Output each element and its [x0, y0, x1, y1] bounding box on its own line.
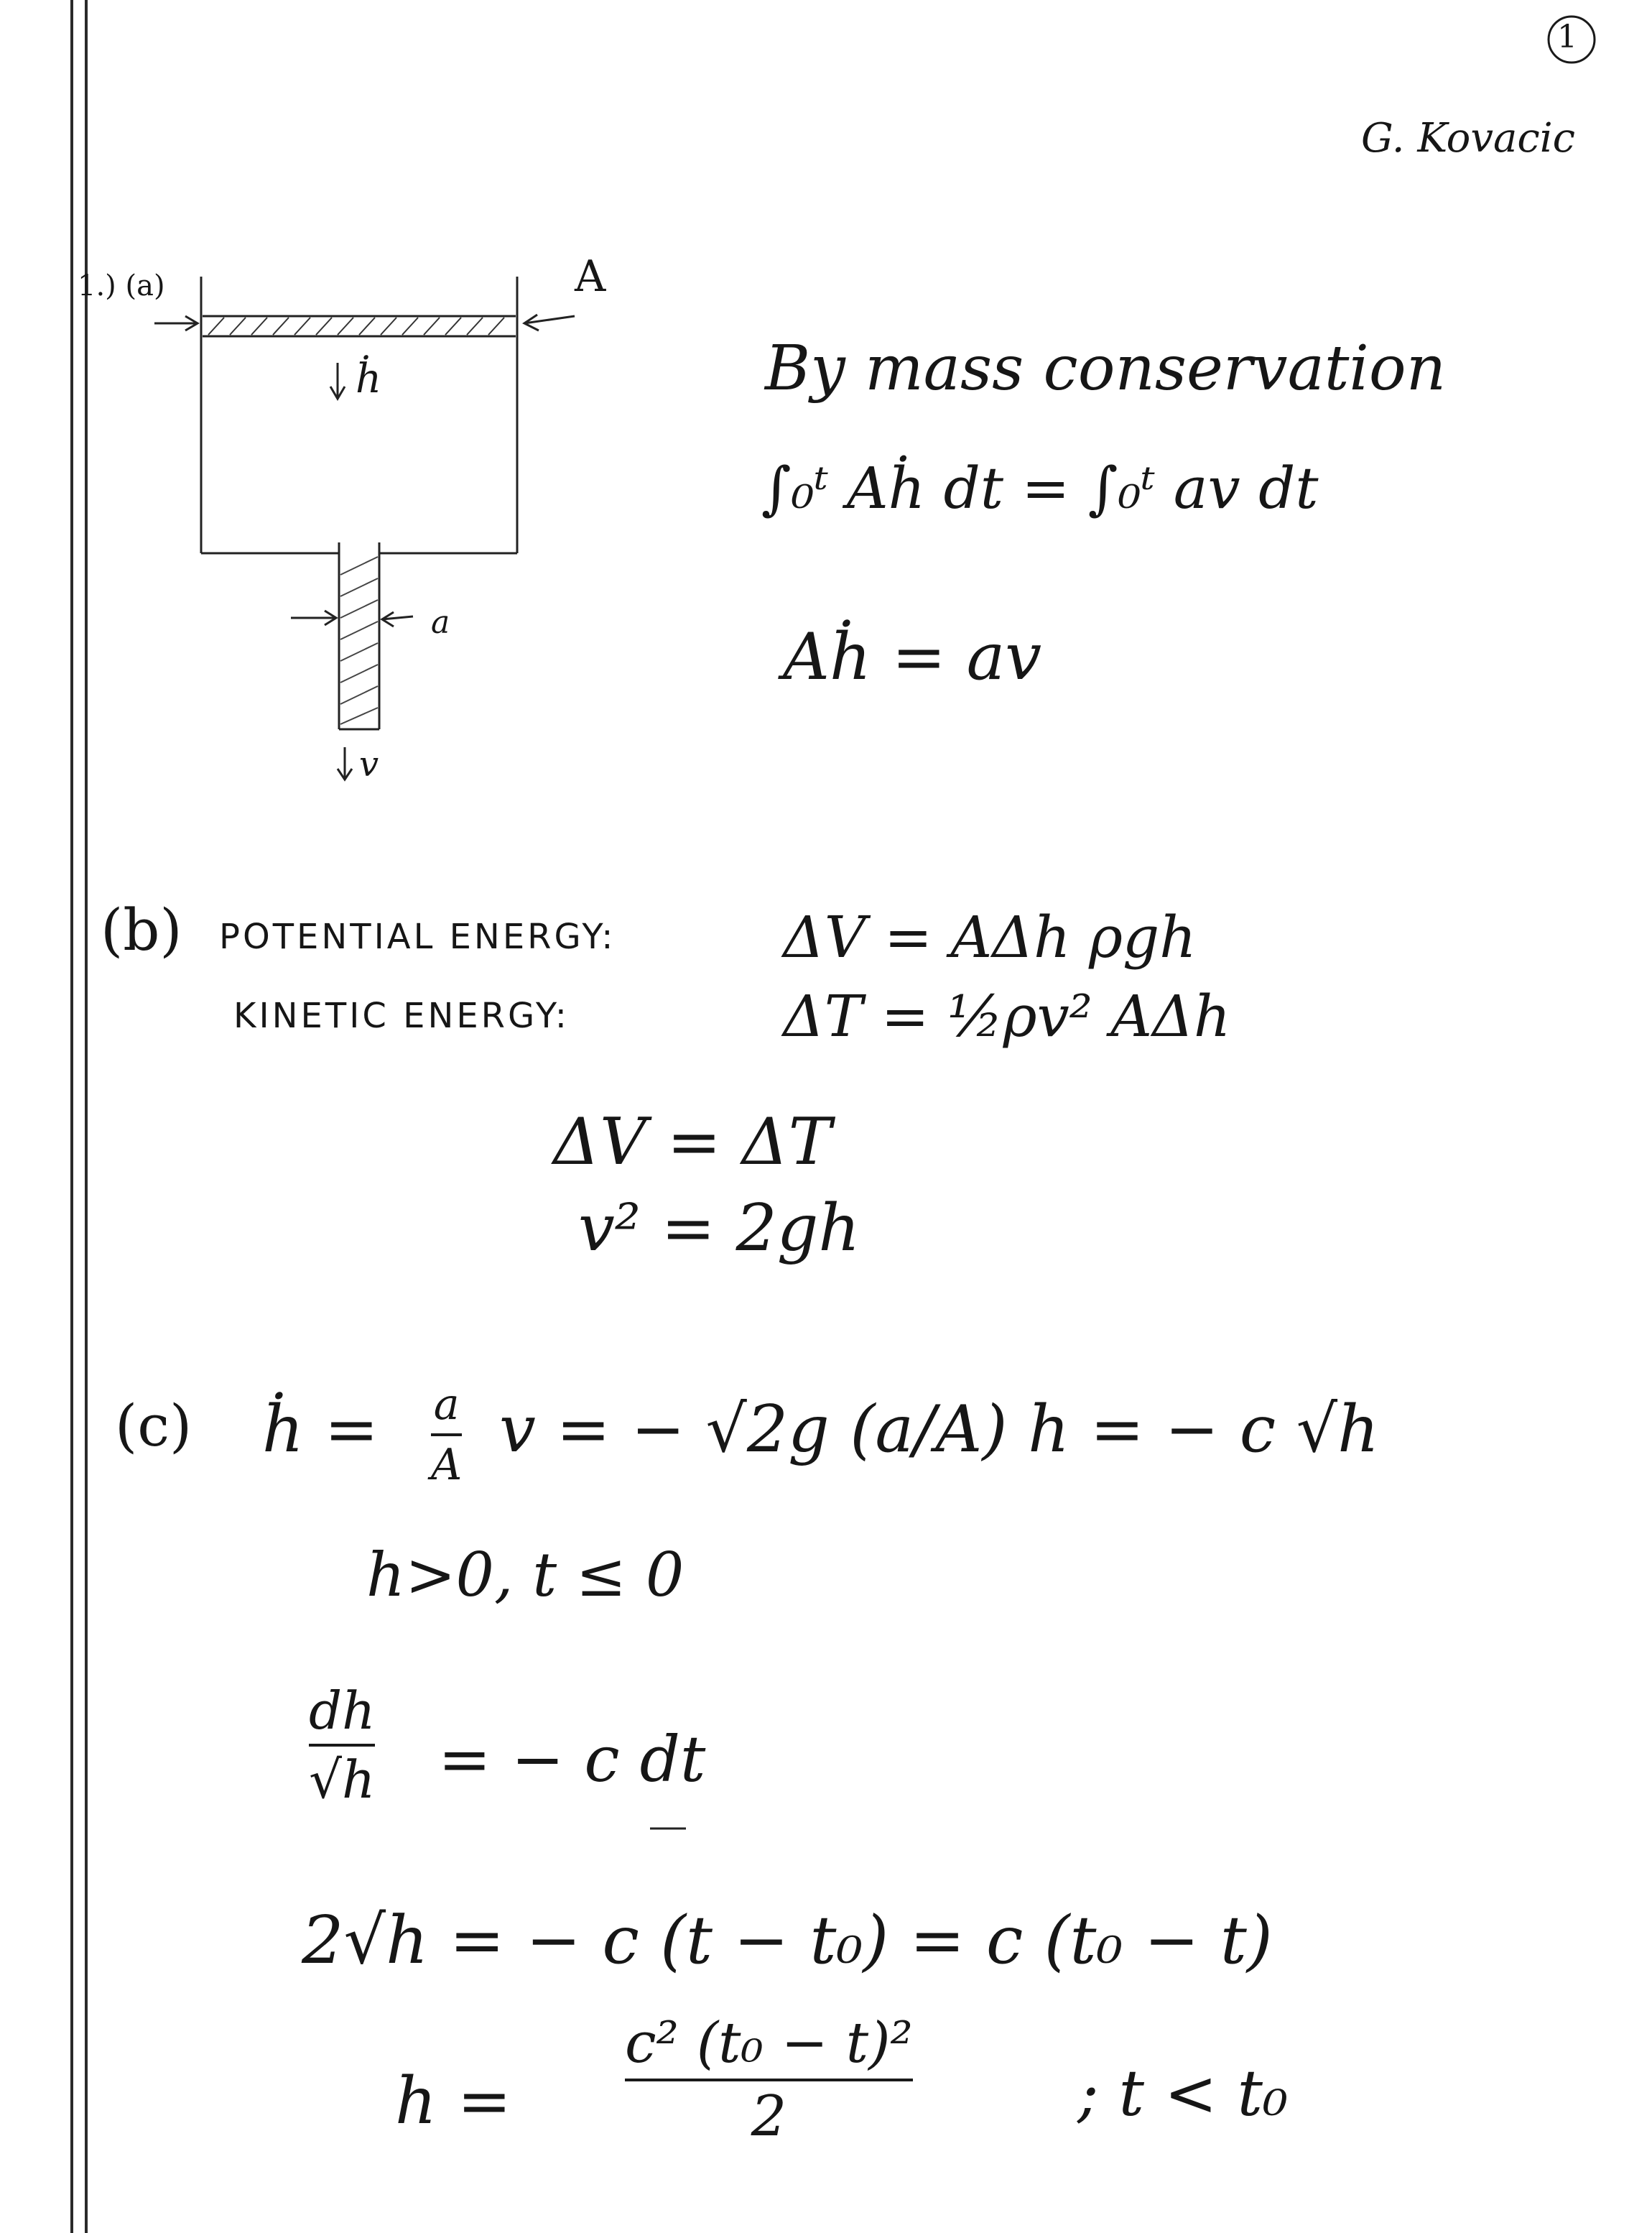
part-c-label: (c): [115, 1392, 192, 1459]
part-b-label: (b): [101, 897, 182, 963]
integral-equation: ∫₀ᵗ Aḣ dt = ∫₀ᵗ av dt: [761, 455, 1319, 522]
fraction-numerator-a: a: [433, 1379, 460, 1430]
velocity-result: v² = 2gh: [578, 1191, 860, 1266]
h-dot-lhs: ḣ =: [262, 1392, 379, 1467]
page-number: 1: [1557, 19, 1577, 55]
separated-denominator: √h: [309, 1749, 376, 1810]
energy-balance: ΔV = ΔT: [553, 1104, 832, 1180]
domain-condition: h>0, t ≤ 0: [366, 1540, 685, 1610]
separated-fraction: [309, 1680, 376, 1810]
kinetic-energy-label: KINETIC ENERGY:: [233, 996, 570, 1036]
final-denominator: 2: [751, 2084, 787, 2149]
separated-rhs: = − c dt: [438, 1722, 706, 1796]
label-v: v: [359, 744, 379, 785]
label-h-dot: ḣ: [356, 356, 382, 402]
flow-rate-equation: Aḣ = av: [783, 619, 1042, 695]
h-dot-rhs: v = − √2g (a/A) h = − c √h: [499, 1392, 1380, 1467]
integrated-equation: 2√h = − c (t − t₀) = c (t₀ − t): [302, 1902, 1273, 1979]
fraction-denominator-A: A: [431, 1440, 463, 1490]
final-condition: ; t < t₀: [1077, 2056, 1289, 2130]
author-name: G. Kovacic: [1361, 115, 1576, 162]
separated-numerator: dh: [309, 1680, 376, 1741]
final-numerator: c² (t₀ − t)²: [625, 2011, 913, 2076]
water-surface-hatch: [203, 316, 516, 336]
label-A: A: [575, 251, 606, 302]
pipe-hatch: [340, 557, 378, 724]
part-a-label: 1.) (a): [78, 269, 165, 302]
final-lhs: h =: [395, 2063, 511, 2139]
mass-conservation-heading: By mass conservation: [765, 333, 1447, 404]
kinetic-energy-equation: ΔT = ½ρv² AΔh: [783, 983, 1231, 1050]
potential-energy-label: POTENTIAL ENERGY:: [219, 917, 616, 957]
label-a: a: [431, 604, 450, 641]
a-over-A-fraction: [431, 1379, 463, 1490]
potential-energy-equation: ΔV = AΔh ρgh: [783, 904, 1197, 971]
final-fraction: [625, 2011, 913, 2149]
